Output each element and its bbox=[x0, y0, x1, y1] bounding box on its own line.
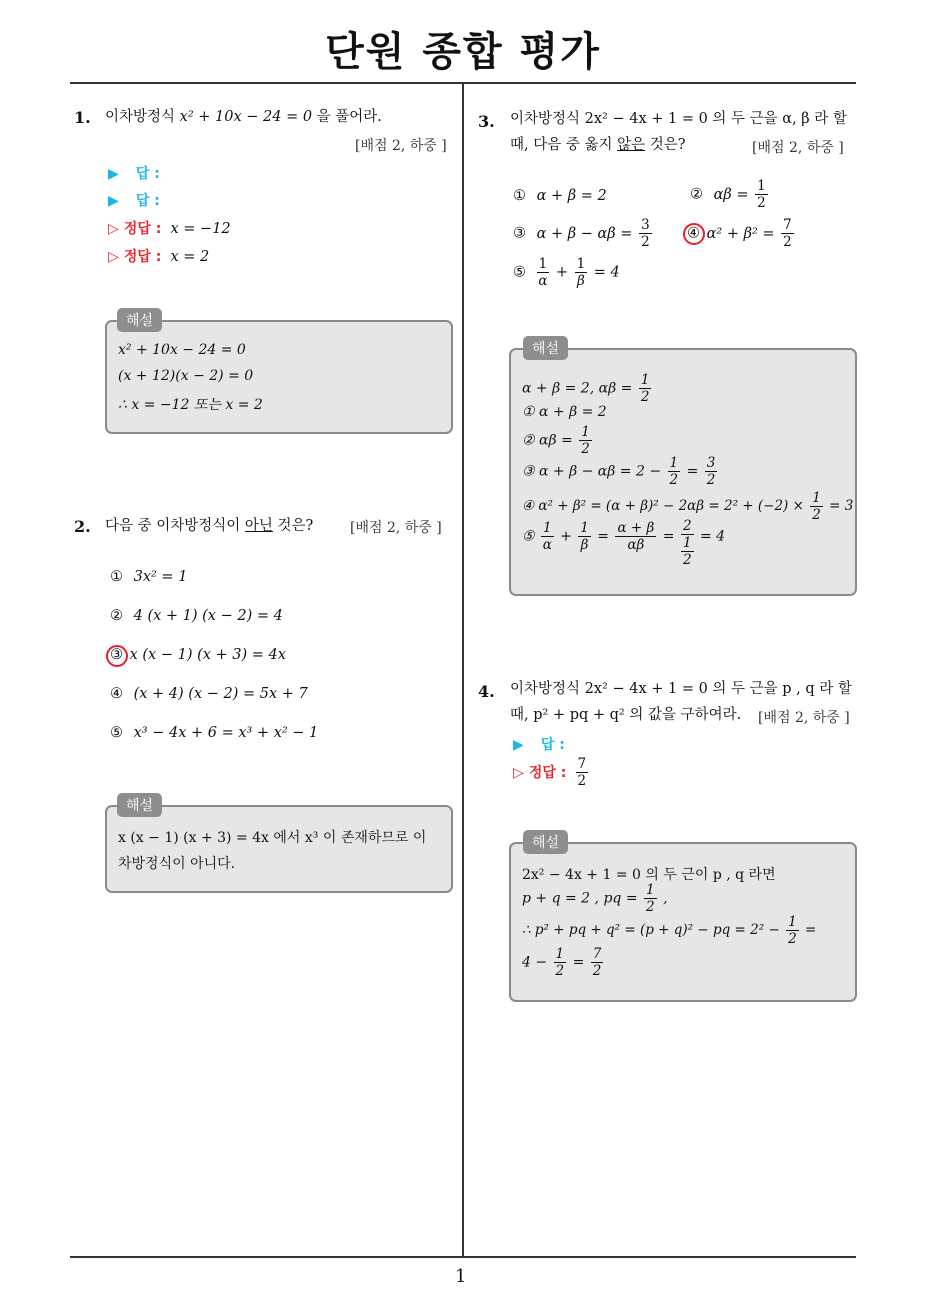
correct-label: 정답 : bbox=[123, 221, 162, 237]
question-text-a: 때, 다음 중 옳지 bbox=[510, 137, 618, 153]
question-text-b: 것은? bbox=[272, 518, 314, 534]
solution-line: ① α + β = 2 bbox=[522, 404, 607, 420]
fraction: $\frac{1}{2}$ bbox=[646, 882, 655, 915]
question-text-line: 때, p² + pq + q² 의 값을 구하여라. bbox=[510, 707, 742, 723]
question-equation: x² + 10x − 24 = 0 bbox=[179, 109, 313, 125]
answer-label: 답 : bbox=[135, 166, 160, 182]
question-number: 3. bbox=[478, 112, 495, 131]
correct-value: x = −12 bbox=[170, 221, 231, 237]
answer-row bbox=[513, 734, 565, 754]
solution-box bbox=[105, 805, 453, 893]
choice-1[interactable] bbox=[513, 188, 607, 204]
choice-mark: ① bbox=[110, 569, 123, 585]
question-text-line: 이차방정식 2x² − 4x + 1 = 0 의 두 근을 p , q 라 할 bbox=[510, 681, 852, 697]
play-icon: ▶ bbox=[108, 166, 119, 182]
solution-line: ∴ x = −12 또는 x = 2 bbox=[118, 397, 263, 413]
bottom-rule bbox=[70, 1256, 856, 1258]
fraction: $\frac{3}{2}$ bbox=[706, 455, 716, 488]
choice-1[interactable] bbox=[110, 569, 187, 585]
fraction: $\frac{1}{\beta}$ bbox=[580, 520, 589, 553]
play-outline-icon: ▷ bbox=[513, 765, 524, 781]
fraction: $\frac{1}{\alpha}$ bbox=[542, 520, 552, 553]
solution-line: ∴ p² + pq + q² = (p + q)² − pq = 2² − $\frac{1}{2}$ = bbox=[522, 914, 817, 947]
solution-line: p + q = 2 , pq = $\frac{1}{2}$ , bbox=[522, 882, 668, 915]
fraction: $\frac{1}{2}$ bbox=[555, 946, 565, 979]
choice-mark: ③ bbox=[110, 647, 123, 663]
fraction: $\frac{1}{\beta}$ bbox=[576, 256, 586, 289]
solution-line: x (x − 1) (x + 3) = 4x 에서 x³ 이 존재하므로 이 bbox=[118, 830, 427, 846]
correct-label: 정답 : bbox=[528, 765, 567, 781]
choice-mark: ⑤ bbox=[110, 725, 123, 741]
choice-text: x (x − 1) (x + 3) = 4x bbox=[129, 647, 286, 663]
choice-mark: ① bbox=[513, 188, 526, 204]
answer-label: 답 : bbox=[135, 193, 160, 209]
question-number: 2. bbox=[74, 517, 91, 536]
score-label: [배점 2, 하중 ] bbox=[752, 140, 844, 156]
question-text bbox=[105, 513, 313, 539]
play-outline-icon: ▷ bbox=[108, 249, 119, 265]
choice-mark: ② bbox=[690, 186, 703, 203]
correct-value: x = 2 bbox=[170, 249, 210, 265]
solution-line: α + β = 2, αβ = $\frac{1}{2}$ bbox=[522, 372, 650, 405]
solution-line: ④ α² + β² = (α + β)² − 2αβ = 2² + (−2) × $\frac{1}{2}$ = 3 bbox=[522, 490, 854, 523]
answer-label: 답 : bbox=[540, 737, 565, 753]
question-text-a: 다음 중 이차방정식이 bbox=[105, 518, 245, 534]
choice-5[interactable] bbox=[110, 725, 318, 741]
choice-text: 3x² = 1 bbox=[133, 569, 188, 585]
choice-text: 4 (x + 1) (x − 2) = 4 bbox=[133, 608, 283, 624]
choice-mark: ② bbox=[110, 608, 123, 624]
question-text bbox=[105, 104, 382, 130]
choice-text: α + β − αβ = bbox=[536, 225, 633, 242]
correct-answer-row bbox=[108, 246, 209, 266]
fraction: $\frac{3}{2}$ bbox=[641, 217, 650, 250]
answer-row bbox=[108, 163, 160, 183]
fraction: $\frac{1}{2}$ bbox=[757, 178, 766, 211]
question-text-line bbox=[510, 132, 686, 158]
play-icon: ▶ bbox=[513, 737, 524, 753]
question-text-b: 것은? bbox=[645, 137, 686, 153]
score-label: [배점 2, 하중 ] bbox=[350, 520, 442, 536]
choice-text: αβ = bbox=[713, 186, 749, 203]
play-icon: ▶ bbox=[108, 193, 119, 209]
solution-line: x² + 10x − 24 = 0 bbox=[118, 342, 246, 358]
question-text-underlined: 아닌 bbox=[244, 518, 273, 534]
solution-tag: 해설 bbox=[523, 336, 568, 360]
choice-text: = 4 bbox=[593, 264, 620, 281]
choice-text: x³ − 4x + 6 = x³ + x² − 1 bbox=[133, 725, 319, 741]
solution-line: ② αβ = $\frac{1}{2}$ bbox=[522, 424, 590, 457]
solution-line: ③ α + β − αβ = 2 − $\frac{1}{2}$ = $\frac{3}{2}$ bbox=[522, 455, 716, 488]
fraction: $\frac{1}{\alpha}$ bbox=[538, 256, 548, 289]
choice-text: α + β = 2 bbox=[536, 188, 607, 204]
column-divider bbox=[462, 83, 464, 1258]
question-text-underlined: 않은 bbox=[617, 137, 646, 153]
solution-line: 차방정식이 아니다. bbox=[118, 856, 236, 872]
question-text-prefix: 이차방정식 bbox=[105, 109, 176, 125]
choice-2[interactable] bbox=[690, 178, 770, 211]
fraction: $\frac{1}{2}$ bbox=[812, 490, 821, 523]
page-number: 1 bbox=[455, 1266, 467, 1287]
correct-answer-row bbox=[108, 218, 231, 238]
solution-line: ⑤ $\frac{1}{\alpha}$ + $\frac{1}{\beta}$ = $\frac{\alpha + \beta}{\alpha\beta}$ = $\frac{2}{\frac{1}{2}}$ = 4 bbox=[522, 518, 726, 568]
choice-3[interactable] bbox=[513, 217, 654, 250]
question-text-line: 이차방정식 2x² − 4x + 1 = 0 의 두 근을 α, β 라 할 bbox=[510, 111, 847, 127]
compound-fraction: $\frac{2}{\frac{1}{2}}$ bbox=[682, 518, 692, 568]
score-label: [배점 2, 하중 ] bbox=[355, 138, 447, 154]
choice-5[interactable]: ⑤ $\frac{1}{\alpha}$ + $\frac{1}{\beta}$ = 4 bbox=[513, 256, 620, 289]
choice-text: (x + 4) (x − 2) = 5x + 7 bbox=[133, 686, 308, 702]
fraction: $\frac{1}{2}$ bbox=[640, 372, 650, 405]
choice-4[interactable] bbox=[110, 686, 308, 702]
choice-mark: ④ bbox=[110, 686, 123, 702]
choice-mark: ⑤ bbox=[513, 264, 526, 281]
choice-mark: ④ bbox=[687, 225, 700, 242]
choice-3[interactable] bbox=[110, 647, 286, 663]
fraction: $\frac{7}{2}$ bbox=[783, 217, 792, 250]
solution-tag: 해설 bbox=[117, 308, 162, 332]
correct-value-fraction: $\frac{7}{2}$ bbox=[577, 756, 587, 789]
solution-line: (x + 12)(x − 2) = 0 bbox=[118, 368, 254, 384]
choice-2[interactable] bbox=[110, 608, 283, 624]
answer-row bbox=[108, 190, 160, 210]
fraction: $\frac{1}{2}$ bbox=[788, 914, 797, 947]
solution-line: 4 − $\frac{1}{2}$ = $\frac{7}{2}$ bbox=[522, 946, 602, 979]
choice-mark: ③ bbox=[513, 225, 526, 242]
play-outline-icon: ▷ bbox=[108, 221, 119, 237]
question-number: 4. bbox=[478, 682, 495, 701]
solution-line: 2x² − 4x + 1 = 0 의 두 근이 p , q 라면 bbox=[522, 867, 776, 883]
question-number: 1. bbox=[74, 108, 91, 127]
solution-tag: 해설 bbox=[523, 830, 568, 854]
fraction: $\frac{\alpha + \beta}{\alpha\beta}$ bbox=[617, 520, 655, 553]
correct-answer-row bbox=[513, 756, 590, 789]
choice-4[interactable] bbox=[687, 217, 796, 250]
score-label: [배점 2, 하중 ] bbox=[758, 710, 850, 726]
fraction: $\frac{1}{2}$ bbox=[669, 455, 679, 488]
fraction: $\frac{7}{2}$ bbox=[592, 946, 602, 979]
correct-label: 정답 : bbox=[123, 249, 162, 265]
solution-tag: 해설 bbox=[117, 793, 162, 817]
question-text-suffix: 을 풀어라. bbox=[316, 109, 382, 125]
choice-text: α² + β² = bbox=[706, 225, 775, 242]
fraction: $\frac{1}{2}$ bbox=[581, 424, 590, 457]
page-title: 단원 종합 평가 bbox=[325, 29, 601, 75]
